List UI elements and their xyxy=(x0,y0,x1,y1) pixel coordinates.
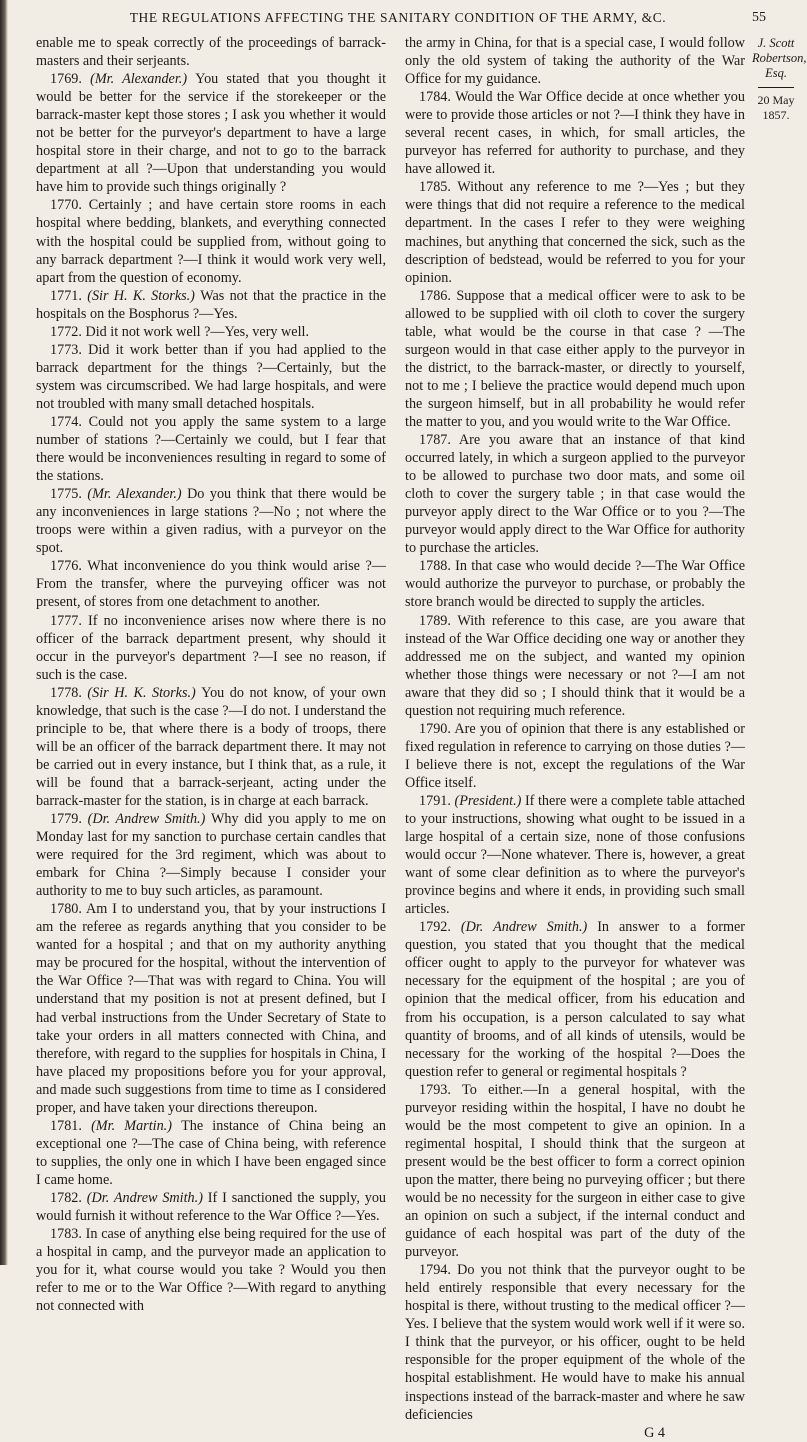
question-text: Did it not work well ?—Yes, very well. xyxy=(85,323,310,340)
question-text: Certainly ; and have certain store rooms in each hospital where bedding, blankets, and everything connected with the hospital could be supplied from, without going to any barrack department ?—I think it would work very well, apart from the question of economy. xyxy=(36,197,386,286)
right-column xyxy=(405,34,745,1442)
question-text: You do not know, of your own knowledge, that such is the case ?—I do not. I understand the principle to be, that where there is a body of troops, there will be an officer of the barrack department there. It may not be carried out in every instance, but I think that, as a rule, it will be found that a barrack-serjeant, acting under the barrack-master for the station, is in charge at each barrack. xyxy=(36,684,386,809)
question-paragraph xyxy=(405,34,745,88)
margin-rule xyxy=(758,87,794,88)
question-number: 1777. xyxy=(50,612,89,629)
question-text: The instance of China being an exceptional one ?—The case of China being, with reference to supplies, the only one in which I have been engaged since I came home. xyxy=(36,1117,386,1188)
examiner-name: (President.) xyxy=(454,792,525,809)
examiner-name: (Mr. Alexander.) xyxy=(90,71,196,88)
question-text: In that case who would decide ?—The War Office would authorize the purveyor to purchase, or probably the store branch would be directed to supply the articles. xyxy=(405,558,745,611)
question-text: Do you not think that the purveyor ought to be held entirely responsible that every necessary for the hospital is there, without trusting to the medical officer ?—Yes. I believe that the system would work well if it were so. I think that the purveyor, or his officer, ought to be held responsible for the proper equipment of the whole of the hospital establishment. He would have to make his annual inspections instead of the barrack-master and where he saw deficiencies xyxy=(405,1262,746,1423)
question-text: If there were a complete table attached to your instructions, showing what ought to be issued in a large hospital of a certain size, none of those confusions would occur ?—None whatever. There is, however, a great want of some clear definition as to where the purveyor's province begins and where it ends, in providing such small articles. xyxy=(405,792,745,918)
paragraph-text: the army in China, for that is a special case, I would follow only the old system of taking the authority of the War Office for my guidance. xyxy=(405,35,745,88)
question-paragraph xyxy=(36,1117,386,1189)
question-number: 1788. xyxy=(419,558,456,575)
question-text: Do you think that there would be any inconveniences in large stations ?—No ; not where the troops were within a given radius, with a purveyor on the spot. xyxy=(36,486,387,557)
question-number: 1779. xyxy=(50,811,88,828)
question-number: 1781. xyxy=(50,1117,92,1134)
question-paragraph xyxy=(36,196,386,286)
question-text: Are you aware that an instance of that kind occurred lately, in which a surgeon applied to the purveyor to be allowed to purchase two door mats, and some oil cloth to cover the surgery table ; in that case would the purveyor apply direct to the War Office or to you ?—The purveyor would apply direct to the War Office for authority to purchase the articles. xyxy=(405,432,746,557)
scan-edge-shadow xyxy=(0,0,8,1265)
witness-name: J. Scott Robertson, Esq. xyxy=(752,36,807,80)
question-paragraph xyxy=(405,720,745,792)
question-paragraph xyxy=(405,287,745,431)
question-text: With reference to this case, are you aware that instead of the War Office deciding one way or another they addressed me on the subject, and wanted my opinion whether those things were necessary or not ?—I am not aware that they did so ; I should think that it would be a question not requiring much reference. xyxy=(405,612,745,719)
question-paragraph xyxy=(36,287,386,323)
question-number: 1774. xyxy=(50,413,89,430)
question-text: Why did you apply to me on Monday last for my sanction to purchase certain candles that were required for the 3rd regiment, which was about to embark for China ?—Simply because I consider your authority to me to buy such articles, as paramount. xyxy=(36,811,387,900)
examiner-name: (Dr. Andrew Smith.) xyxy=(86,1190,208,1206)
question-paragraph xyxy=(405,178,745,286)
question-number: 1784. xyxy=(419,89,456,106)
question-paragraph xyxy=(36,1225,386,1315)
question-number: 1792. xyxy=(419,919,461,936)
question-paragraph xyxy=(36,1189,386,1225)
running-title: THE REGULATIONS AFFECTING THE SANITARY CONDITION OF THE ARMY, &C. xyxy=(129,10,667,25)
witness-date: 20 May 1857. xyxy=(757,93,795,122)
question-number: 1783. xyxy=(50,1226,86,1243)
question-text: To either.—In a general hospital, with the purveyor residing within the hospital, I have no doubt he would be the most competent to give an opinion. In a regimental hospital, I should think that the surgeon at present would be the best officer to form a correct opinion upon the matter, there being no purveying officer ; but there would be no necessity for the surgeon in either case to give an opinion on such a subject, if the internal conduct and guidance of each hospital was part of the duty of the purveyor. xyxy=(405,1081,745,1261)
question-paragraph xyxy=(36,485,386,557)
question-text: If no inconvenience arises now where there is no officer of the barrack department present, why should it occur in the purveyor's department ?—I see no reason, if such is the case. xyxy=(36,612,387,683)
question-paragraph xyxy=(36,341,386,413)
question-text: Without any reference to me ?—Yes ; but they were things that did not require a reference to the medical department. In the cases I refer to they were weighing machines, but anything that concerned the sick, such as the description of bedstead, would be referred to you for your opinion. xyxy=(405,179,745,286)
question-paragraph xyxy=(36,413,386,485)
question-text: Are you of opinion that there is any established or fixed regulation in reference to carrying on those duties ?—I believe there is not, except the regulations of the War Office itself. xyxy=(405,720,746,791)
question-number: 1776. xyxy=(50,558,88,575)
question-paragraph xyxy=(405,612,745,720)
question-number: 1778. xyxy=(50,684,88,701)
question-text: Did it work better than if you had applied to the barrack department for the things ?—Certainly, but the system was circumscribed. We had large hospitals, and were not troubled with many small detached hospitals. xyxy=(36,341,387,412)
question-number: 1780. xyxy=(50,901,86,918)
question-number: 1789. xyxy=(419,612,458,629)
question-number: 1769. xyxy=(50,71,91,88)
page-number: 55 xyxy=(752,10,766,25)
question-paragraph xyxy=(405,918,745,1080)
question-number: 1791. xyxy=(419,792,455,809)
question-number: 1782. xyxy=(50,1190,87,1206)
question-text: Was not that the practice in the hospitals on the Bosphorus ?—Yes. xyxy=(36,287,386,322)
question-paragraph xyxy=(36,612,386,684)
question-text: Suppose that a medical officer were to ask to be allowed to be supplied with oil cloth to cover the surgery table, what would be the course in that case ? —The surgeon would in that case either apply to the purveyor in the district, to the barrack-master, or directly to yourself, not to me ; I believe the practice would depend much upon the surgeon himself, but in all probability he would refer the matter to you, and you would write to the War Office. xyxy=(405,287,746,430)
question-paragraph xyxy=(36,70,386,196)
question-paragraph xyxy=(36,684,386,810)
examiner-name: (Dr. Andrew Smith.) xyxy=(460,919,598,936)
question-text: You stated that you thought it would be better for the service if the storekeeper or the barrack-master kept those stores ; I ask you whether it would not be better for the purveyor's department to have a large hospital store in their charge, and not to go to the barrack department at all ?—Upon that understanding you would have him to provide such things originally ? xyxy=(36,71,387,196)
question-text: Would the War Office decide at once whether you were to provide those articles or not ?—I think they have in several recent cases, in which, for small articles, the purveyor has referred for authority to purchase, and they have allowed it. xyxy=(405,89,745,178)
question-number: 1786. xyxy=(419,287,457,304)
running-header xyxy=(30,6,766,32)
question-paragraph xyxy=(405,88,745,178)
signature-mark: G 4 xyxy=(644,1424,665,1441)
question-number: 1790. xyxy=(419,720,455,737)
question-number: 1770. xyxy=(50,197,89,214)
margin-note xyxy=(752,36,807,123)
question-paragraph xyxy=(36,323,386,341)
question-paragraph xyxy=(405,431,745,557)
question-number: 1794. xyxy=(419,1262,458,1279)
question-paragraph xyxy=(36,810,386,900)
question-number: 1793. xyxy=(419,1081,463,1098)
question-text: Could not you apply the same system to a large number of stations ?—Certainly we could, but I fear that there would be inconveniences resulting in regard to some of the stations. xyxy=(36,413,386,485)
examiner-name: (Dr. Andrew Smith.) xyxy=(87,811,211,828)
question-number: 1785. xyxy=(419,179,458,196)
question-number: 1775. xyxy=(50,486,88,503)
paragraph-text: enable me to speak correctly of the proceedings of barrack-masters and their serjeants. xyxy=(36,35,386,70)
examiner-name: (Mr. Alexander.) xyxy=(87,486,188,503)
examiner-name: (Sir H. K. Storks.) xyxy=(87,684,202,701)
question-number: 1787. xyxy=(419,432,459,449)
question-text: Am I to understand you, that by your instructions I am the referee as regards anything that you consider to be wanted for a hospital ; and that on my authority anything may be procured for the hospital, without the intervention of the War Office ?—That was with regard to China. You will understand that my position is not at present defined, but I had verbal instructions from the Under Secretary of State to take your orders in all matters connected with China, and therefore, with regard to the supplies for hospitals in China, I have placed my propositions before you for your approval, and made such suggestions from time to time as I considered proper, and have taken your directions thereupon. xyxy=(36,901,386,1116)
question-paragraph xyxy=(405,557,745,611)
question-paragraph xyxy=(36,557,386,611)
question-number: 1773. xyxy=(50,341,89,358)
left-column xyxy=(36,34,386,1315)
question-text: What inconvenience do you think would arise ?—From the transfer, where the purveying officer was not present, of stores from one detachment to another. xyxy=(36,558,386,611)
question-number: 1771. xyxy=(50,287,88,304)
question-number: 1772. xyxy=(50,323,86,340)
question-paragraph xyxy=(36,900,386,1117)
examiner-name: (Sir H. K. Storks.) xyxy=(87,287,201,304)
question-paragraph xyxy=(405,792,745,918)
question-text: In case of anything else being required for the use of a hospital in camp, and the purveyor made an application to you for it, what course would you take ? Would you then refer to me or to the War Office ?—With regard to anything not connected with xyxy=(36,1226,387,1315)
question-text: If I sanctioned the supply, you would furnish it without reference to the War Office ?—Yes. xyxy=(36,1190,387,1225)
question-paragraph xyxy=(405,1261,745,1423)
question-text: In answer to a former question, you stated that you thought that the medical officer ought to apply to the purveyor for whatever was necessary for the equipment of the hospital ; are you of opinion that the medical officer, from his education and from his occupation, is a person calculated to say what quantity of brooms, and of all kinds of utensils, would be necessary for the working of the hospital ?—Does the question refer to general or regimental hospitals ? xyxy=(405,919,746,1080)
examiner-name: (Mr. Martin.) xyxy=(91,1117,182,1134)
question-paragraph xyxy=(405,1081,745,1261)
question-paragraph xyxy=(36,34,386,70)
